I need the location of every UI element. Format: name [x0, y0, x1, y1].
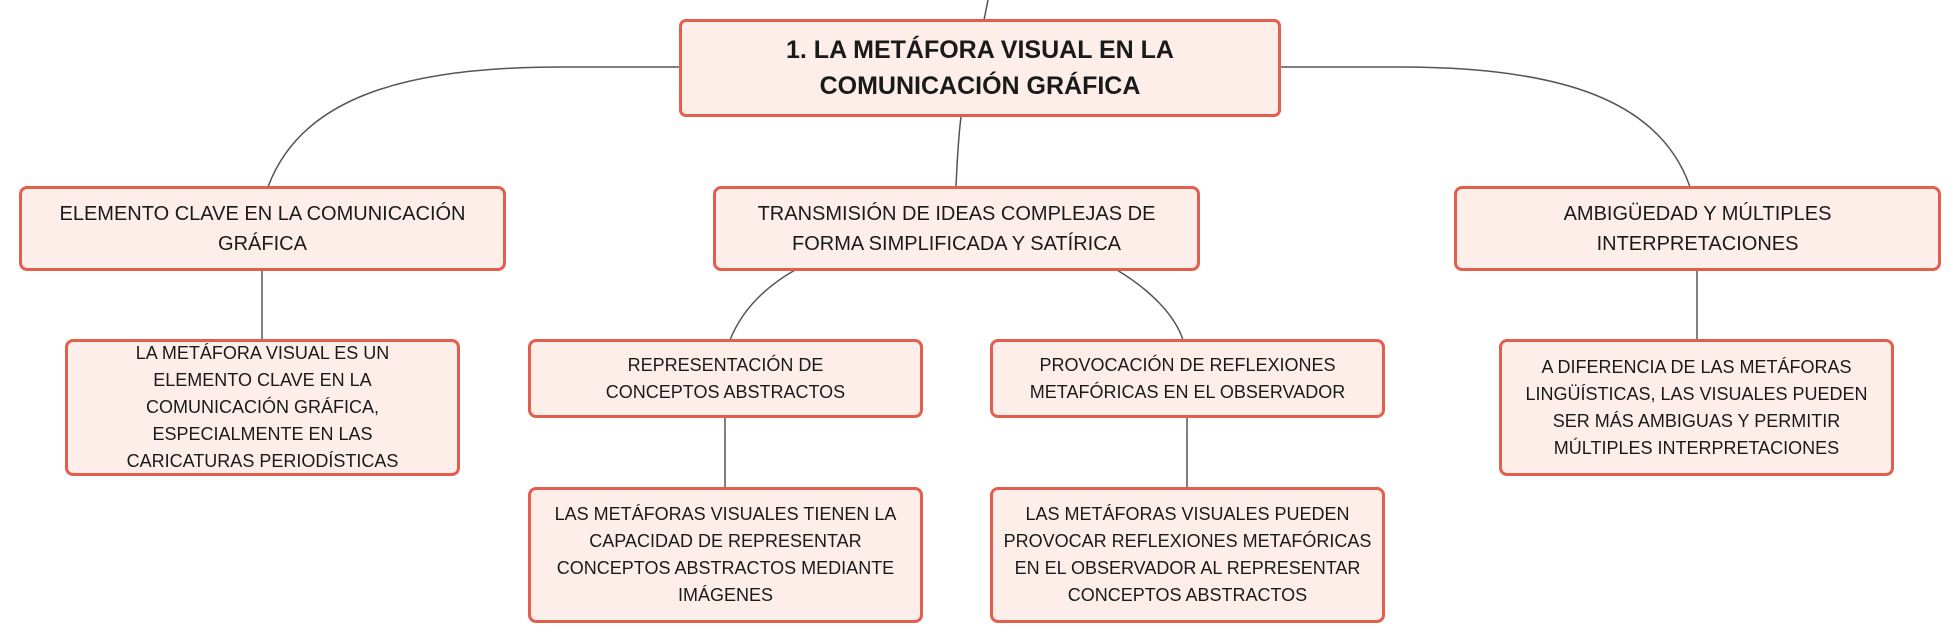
- subtopic-representacion-detail-text: LAS METÁFORAS VISUALES TIENEN LA CAPACIDAD DE REPRESENTAR CONCEPTOS ABSTRACTOS MEDIANTE IMÁGENES: [554, 504, 897, 605]
- subtopic-elemento-clave-detail-text: LA METÁFORA VISUAL ES UN ELEMENTO CLAVE EN LA COMUNICACIÓN GRÁFICA, ESPECIALMENTE EN LAS CARICATURAS PERIODÍSTICAS: [126, 343, 399, 471]
- connector-transmision-provocacion: [1117, 270, 1183, 340]
- subtopic-representacion[interactable]: [528, 339, 923, 418]
- subtopic-ambiguedad-detail[interactable]: [1499, 339, 1894, 476]
- subtopic-representacion-label: REPRESENTACIÓN DE CONCEPTOS ABSTRACTOS: [605, 354, 846, 402]
- topic-transmision-label: TRANSMISIÓN DE IDEAS COMPLEJAS DE FORMA SIMPLIFICADA Y SATÍRICA: [757, 202, 1156, 255]
- connector-root-parent: [984, 0, 988, 20]
- topic-ambiguedad[interactable]: [1454, 186, 1941, 271]
- root-topic-label: 1. LA METÁFORA VISUAL EN LA COMUNICACIÓN GRÁFICA: [786, 36, 1174, 100]
- root-topic[interactable]: [679, 19, 1281, 117]
- connector-transmision-representacion: [730, 270, 795, 340]
- topic-transmision[interactable]: [713, 186, 1200, 271]
- connector-root-transmision: [956, 117, 961, 187]
- subtopic-representacion-detail[interactable]: [528, 487, 923, 623]
- subtopic-provocacion-detail-text: LAS METÁFORAS VISUALES PUEDEN PROVOCAR REFLEXIONES METAFÓRICAS EN EL OBSERVADOR AL REPRESENTAR CONCEPTOS ABSTRACTOS: [1003, 504, 1372, 605]
- subtopic-provocacion-label: PROVOCACIÓN DE REFLEXIONES METAFÓRICAS EN EL OBSERVADOR: [1029, 354, 1346, 402]
- topic-elemento-clave-label: ELEMENTO CLAVE EN LA COMUNICACIÓN GRÁFICA: [59, 202, 466, 255]
- topic-ambiguedad-label: AMBIGÜEDAD Y MÚLTIPLES INTERPRETACIONES: [1563, 202, 1832, 255]
- connector-root-ambiguedad: [1280, 67, 1690, 187]
- subtopic-provocacion[interactable]: [990, 339, 1385, 418]
- subtopic-ambiguedad-detail-text: A DIFERENCIA DE LAS METÁFORAS LINGÜÍSTICAS, LAS VISUALES PUEDEN SER MÁS AMBIGUAS Y PERMITIR MÚLTIPLES INTERPRETACIONES: [1525, 356, 1868, 458]
- subtopic-provocacion-detail[interactable]: [990, 487, 1385, 623]
- subtopic-elemento-clave-detail[interactable]: [65, 339, 460, 476]
- topic-elemento-clave[interactable]: [19, 186, 506, 271]
- connector-root-elemento: [268, 67, 681, 187]
